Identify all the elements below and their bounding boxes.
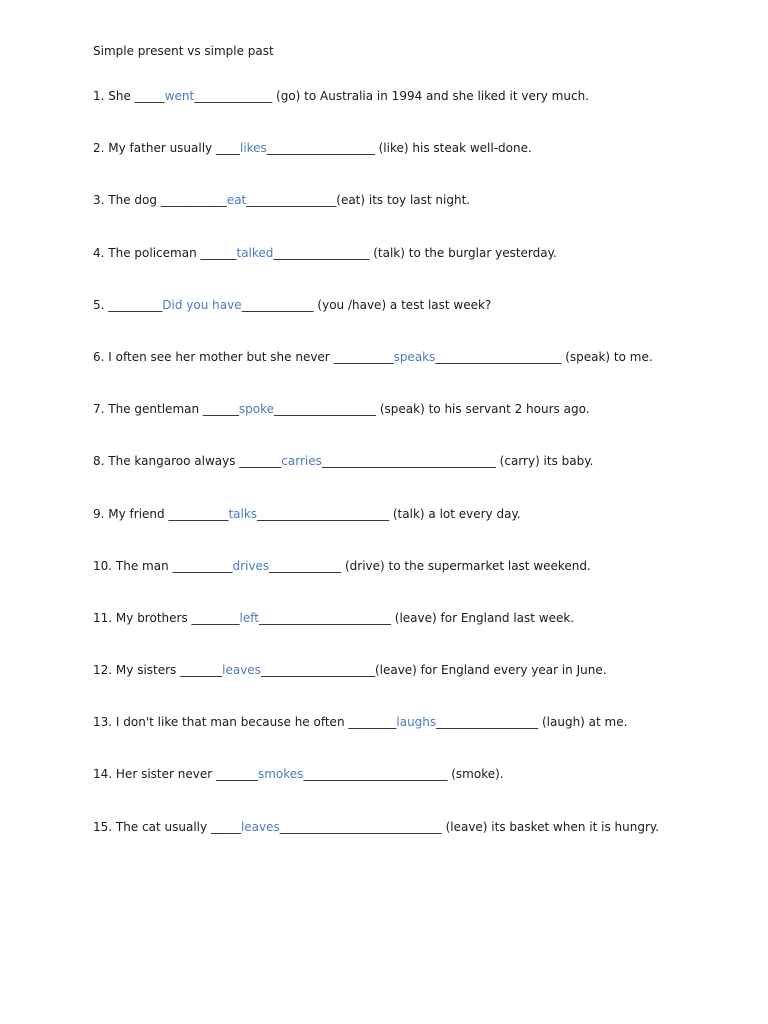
exercise-text-after: (talk) a lot every day. xyxy=(389,506,521,521)
exercise-item xyxy=(93,244,753,296)
exercise-blank-before[interactable]: ______ xyxy=(202,402,239,417)
exercise-number: 1. xyxy=(93,89,105,103)
exercise-blank-before[interactable]: ___________ xyxy=(160,193,227,208)
exercise-blank-before[interactable]: __________ xyxy=(172,558,233,573)
exercise-item xyxy=(93,765,753,817)
exercise-text-before: The kangaroo always xyxy=(108,454,240,469)
exercise-item xyxy=(93,296,753,348)
exercise-text-before: Her sister never xyxy=(115,767,216,782)
exercise-blank-after[interactable]: ________________ xyxy=(273,245,370,260)
exercise-blank-after[interactable]: ____________ xyxy=(269,558,342,573)
exercise-blank-after[interactable]: _____________________ xyxy=(435,349,562,364)
exercise-text-before: My friend xyxy=(108,506,169,521)
exercise-text-before: I don't like that man because he often xyxy=(115,715,349,730)
exercise-text-after: (leave) its basket when it is hungry. xyxy=(441,819,660,834)
exercise-number: 3. xyxy=(93,193,105,208)
exercise-text-before: The policeman xyxy=(108,245,201,260)
exercise-answer[interactable]: went xyxy=(164,89,195,103)
exercise-blank-before[interactable]: ________ xyxy=(191,610,240,625)
exercise-text-after: (leave) for England every year in June. xyxy=(374,663,607,678)
exercise-blank-after[interactable]: ________________________ xyxy=(303,767,448,782)
exercise-answer[interactable]: leaves xyxy=(240,819,280,834)
exercise-answer[interactable]: leaves xyxy=(222,663,261,678)
exercise-answer[interactable]: eat xyxy=(226,193,247,208)
worksheet-title: Simple present vs simple past xyxy=(93,44,274,58)
exercise-number: 14. xyxy=(93,767,113,782)
exercise-blank-before[interactable]: _________ xyxy=(108,297,163,312)
exercise-blank-after[interactable]: __________________ xyxy=(266,141,375,156)
exercise-item xyxy=(93,609,753,661)
exercise-answer[interactable]: carries xyxy=(281,454,322,469)
exercise-number: 2. xyxy=(93,141,105,156)
exercise-answer[interactable]: spoke xyxy=(238,402,275,417)
exercise-text-after: (like) his steak well-done. xyxy=(374,141,532,156)
exercise-text-after: (talk) to the burglar yesterday. xyxy=(369,245,557,260)
exercise-answer[interactable]: likes xyxy=(239,141,267,156)
exercise-item xyxy=(93,348,753,400)
exercise-number: 8. xyxy=(93,454,105,469)
exercise-item xyxy=(93,452,753,504)
exercise-blank-after[interactable]: ___________________________ xyxy=(279,819,442,834)
exercise-answer[interactable]: left xyxy=(239,610,259,625)
exercise-item xyxy=(93,139,753,191)
exercise-number: 6. xyxy=(93,349,105,364)
exercise-blank-after[interactable]: _____________________________ xyxy=(321,454,496,469)
exercise-item xyxy=(93,191,753,243)
exercise-blank-after[interactable]: ______________________ xyxy=(257,506,390,521)
exercise-text-after: (go) to Australia in 1994 and she liked it very much. xyxy=(272,89,589,103)
exercise-blank-after[interactable]: _______________ xyxy=(246,193,337,208)
exercise-text-before: The cat usually xyxy=(115,819,211,834)
exercise-number: 7. xyxy=(93,402,105,417)
exercise-item xyxy=(93,87,753,139)
exercise-text-before: The man xyxy=(115,558,173,573)
exercise-item xyxy=(93,557,753,609)
exercise-list xyxy=(93,87,753,870)
exercise-text-before: My father usually xyxy=(108,141,216,156)
exercise-answer[interactable]: Did you have xyxy=(162,297,242,312)
exercise-item xyxy=(93,505,753,557)
exercise-text-after: (eat) its toy last night. xyxy=(336,193,471,208)
exercise-number: 13. xyxy=(93,715,113,730)
exercise-number: 9. xyxy=(93,506,105,521)
exercise-answer[interactable]: talked xyxy=(236,245,274,260)
exercise-text-before: I often see her mother but she never xyxy=(108,349,334,364)
exercise-text-before: The gentleman xyxy=(108,402,203,417)
exercise-text-after: (carry) its baby. xyxy=(495,454,594,469)
exercise-blank-before[interactable]: _______ xyxy=(239,454,282,469)
exercise-blank-before[interactable]: _______ xyxy=(215,767,258,782)
exercise-text-before: She xyxy=(108,89,135,103)
exercise-text-before: The dog xyxy=(108,193,161,208)
exercise-number: 11. xyxy=(93,610,113,625)
exercise-text-after: (speak) to me. xyxy=(561,349,653,364)
exercise-answer[interactable]: speaks xyxy=(393,349,436,364)
exercise-text-after: (leave) for England last week. xyxy=(390,610,575,625)
exercise-blank-before[interactable]: _____ xyxy=(134,89,165,103)
exercise-blank-after[interactable]: ____________ xyxy=(241,297,314,312)
exercise-blank-after[interactable]: ______________________ xyxy=(258,610,391,625)
exercise-item xyxy=(93,400,753,452)
exercise-blank-after[interactable]: _____________ xyxy=(194,89,273,103)
exercise-text-after: (drive) to the supermarket last weekend. xyxy=(341,558,591,573)
exercise-blank-before[interactable]: __________ xyxy=(168,506,229,521)
exercise-blank-before[interactable]: _______ xyxy=(180,663,223,678)
exercise-number: 4. xyxy=(93,245,105,260)
exercise-number: 10. xyxy=(93,558,113,573)
exercise-text-after: (laugh) at me. xyxy=(538,715,628,730)
exercise-item xyxy=(93,818,753,870)
exercise-item xyxy=(93,661,753,713)
exercise-text-after: (you /have) a test last week? xyxy=(313,297,492,312)
exercise-text-after: (speak) to his servant 2 hours ago. xyxy=(376,402,590,417)
exercise-answer[interactable]: laughs xyxy=(396,715,437,730)
exercise-blank-before[interactable]: _____ xyxy=(210,819,241,834)
exercise-blank-before[interactable]: ________ xyxy=(348,715,397,730)
exercise-number: 12. xyxy=(93,663,113,678)
exercise-blank-before[interactable]: __________ xyxy=(333,349,394,364)
exercise-answer[interactable]: talks xyxy=(228,506,258,521)
exercise-answer[interactable]: drives xyxy=(232,558,270,573)
exercise-blank-before[interactable]: ______ xyxy=(200,245,237,260)
exercise-text-after: (smoke). xyxy=(447,767,504,782)
exercise-number: 15. xyxy=(93,819,113,834)
exercise-blank-before[interactable]: ____ xyxy=(215,141,240,156)
exercise-answer[interactable]: smokes xyxy=(257,767,304,782)
exercise-text-before: My sisters xyxy=(115,663,181,678)
exercise-blank-after[interactable]: ___________________ xyxy=(260,663,375,678)
exercise-blank-after[interactable]: _________________ xyxy=(274,402,377,417)
exercise-text-before: My brothers xyxy=(115,610,192,625)
exercise-item xyxy=(93,713,753,765)
exercise-number: 5. xyxy=(93,297,105,312)
exercise-blank-after[interactable]: _________________ xyxy=(436,715,539,730)
